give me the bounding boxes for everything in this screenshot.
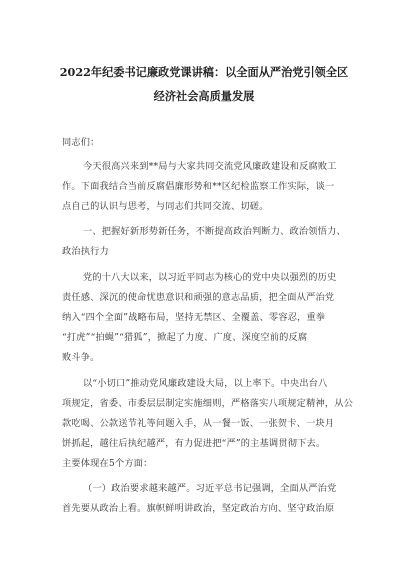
paragraph-line: 首先要从政治上看。旗帜鲜明讲政治，坚定政治方向、坚守政治原	[62, 503, 335, 514]
paragraph-line: 党的十八大以来，以习近平同志为核心的党中央以强烈的历史	[83, 272, 337, 283]
paragraph-line: 主要体现在5个方面：	[62, 458, 153, 469]
document-title-line-1: 2022年纪委书记廉政党课讲稿：以全面从严治党引领全区	[59, 65, 349, 79]
salutation: 同志们：	[62, 137, 100, 148]
paragraph-line: 今天很高兴来到**局与大家共同交流党风廉政建设和反腐败工	[83, 161, 337, 172]
paragraph-line: （一）政治要求越来越严。习近平总书记强调，全面从严治党	[83, 483, 337, 494]
paragraph-line: 项规定，省委、市委层层制定实施细则，严格落实八项规定精神，从公	[62, 398, 354, 409]
paragraph-line: 饼抓起，越往后执纪越严，有力促进把“严”的主基调贯彻下去。	[62, 438, 326, 449]
paragraph-line: 责任感、深沉的使命忧患意识和顽强的意志品质，把全面从严治党	[62, 292, 335, 303]
paragraph-line: 款吃喝、公款送节礼等问题入手，从一餐一饭、一张贺卡、一块月	[62, 418, 335, 429]
paragraph-line: 败斗争。	[62, 352, 100, 363]
section-heading-line: 一、把握好新形势新任务，不断提高政治判断力、政治领悟力、	[83, 226, 346, 237]
paragraph-line: 作。下面我结合当前反腐倡廉形势和**区纪检监察工作实际，谈一	[62, 181, 335, 192]
paragraph-line: “打虎”“拍蝇”“猎狐”，掀起了力度、广度、深度空前的反腐	[62, 332, 308, 343]
paragraph-line: 以“小切口”推动党风廉政建设大局，以上率下。中央出台八	[83, 378, 328, 389]
section-heading-line: 政治执行力	[62, 246, 109, 257]
paragraph-line: 点自己的认识与思考，与同志们共同交流、切磋。	[62, 201, 269, 212]
document-title-line-2: 经济社会高质量发展	[153, 89, 255, 103]
paragraph-line: 纳入“四个全面”战略布局，坚持无禁区、全覆盖、零容忍，重拳	[62, 312, 326, 323]
